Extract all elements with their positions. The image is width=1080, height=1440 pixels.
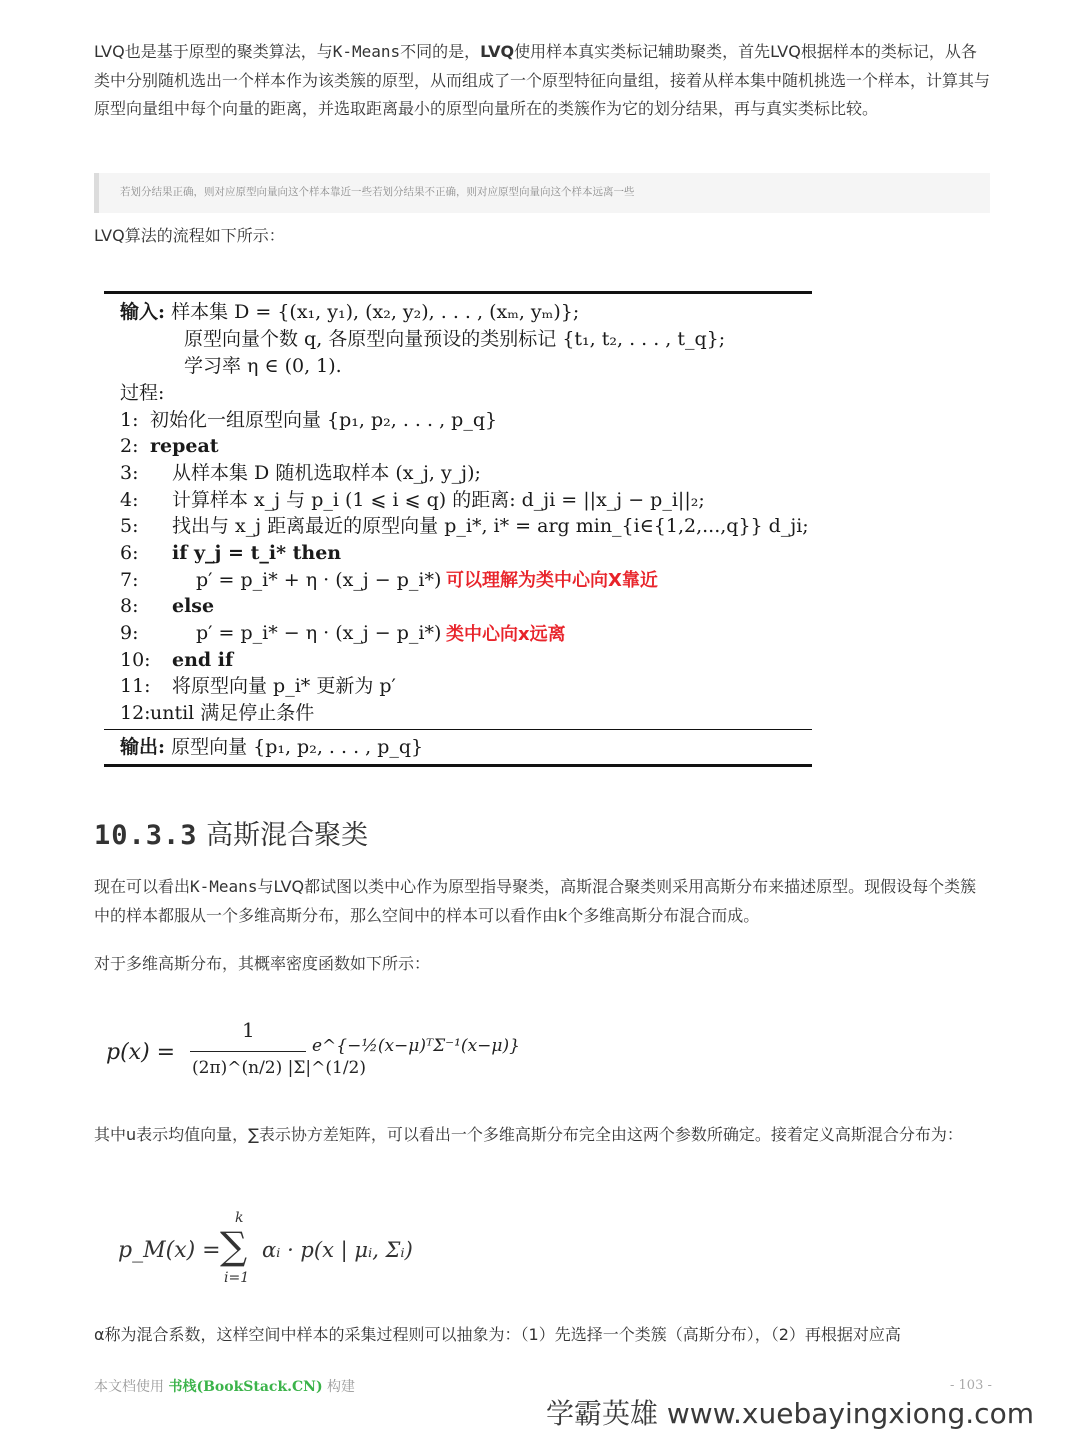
algo-step-12: 12:until 满足停止条件: [120, 702, 315, 724]
algo-process-label: 过程:: [120, 382, 165, 404]
formula2-sum-bottom: i=1: [224, 1270, 250, 1286]
algo-step-9: 9: p′ = p_i* − η · (x_j − p_i*): [120, 622, 442, 644]
formula1-lhs: p(x) =: [106, 1040, 176, 1065]
gaussian-mixture-formula: [118, 1210, 478, 1292]
algo-input-line-1: 输入: 样本集 D = {(x₁, y₁), (x₂, y₂), . . . , (xₘ, yₘ)};: [120, 301, 580, 323]
site-watermark: 学霸英雄 www.xuebayingxiong.com: [546, 1397, 1034, 1430]
gmm-intro-paragraph: 现在可以看出K-Means与LVQ都试图以类中心作为原型指导聚类，高斯混合聚类则采用高斯分布来描述原型。现假设每个类簇中的样本都服从一个多维高斯分布，那么空间中的样本可以看作由k个多维高斯分布混合而成。: [94, 877, 977, 925]
formula2-lhs: p_M(x) =: [118, 1238, 221, 1263]
sigma-symbol: ∑: [220, 1224, 248, 1268]
algo-input-line-3: 学习率 η ∈ (0, 1).: [184, 355, 342, 377]
algo-step-7: 7: p′ = p_i* + η · (x_j − p_i*): [120, 569, 442, 591]
section-heading: 10.3.3 高斯混合聚类: [94, 820, 369, 851]
algo-step-6: 6: if y_j = t_i* then: [120, 542, 342, 564]
algo-output-line: 输出: 原型向量 {p₁, p₂, . . . , p_q}: [120, 736, 424, 758]
algo-step-4: 4: 计算样本 x_j 与 p_i (1 ⩽ i ⩽ q) 的距离: d_ji = ||x_j − p_i||₂;: [120, 489, 705, 511]
formula1-denominator: (2π)^(n/2) |Σ|^(1/2): [192, 1058, 367, 1078]
formula1-exponent: e^{−½(x−μ)ᵀΣ⁻¹(x−μ)}: [312, 1036, 520, 1056]
formula1-fraction-bar: [190, 1051, 306, 1052]
algo-step-11: 11: 将原型向量 p_i* 更新为 p′: [120, 675, 396, 697]
gaussian-pdf-formula: [106, 1018, 526, 1090]
algo-step-10: 10: end if: [120, 649, 234, 671]
algo-step-8: 8: else: [120, 595, 215, 617]
blockquote-note: 若划分结果正确，则对应原型向量向这个样本靠近一些若划分结果不正确，则对应原型向量向这个样本远离一些: [94, 173, 990, 213]
lvq-algorithm-figure: [104, 291, 812, 767]
formula2-body: αᵢ · p(x | μᵢ, Σᵢ): [262, 1238, 413, 1262]
mixture-intro-paragraph: 其中u表示均值向量，∑表示协方差矩阵，可以看出一个多维高斯分布完全由这两个参数所确定。接着定义高斯混合分布为：: [94, 1125, 963, 1144]
density-intro: 对于多维高斯分布，其概率密度函数如下所示：: [94, 954, 431, 973]
algo-mid-rule: [104, 729, 812, 730]
footer-credit: 本文档使用 书栈(BookStack.CN) 构建: [94, 1379, 356, 1395]
formula2-sum-top: k: [235, 1210, 244, 1226]
mixture-coefficient-paragraph: α称为混合系数，这样空间中样本的采集过程则可以抽象为：（1）先选择一个类簇（高斯分布），（2）再根据对应高: [94, 1325, 901, 1344]
algo-step-5: 5: 找出与 x_j 距离最近的原型向量 p_i*, i* = arg min_{i∈{1,2,...,q}} d_ji;: [120, 515, 809, 537]
flow-intro: LVQ算法的流程如下所示：: [94, 226, 285, 245]
page-number: - 103 -: [950, 1378, 992, 1393]
intro-paragraph: LVQ也是基于原型的聚类算法，与K-Means不同的是，LVQ使用样本真实类标记辅助聚类，首先LVQ根据样本的类标记，从各类中分别随机选出一个样本作为该类簇的原型，从而组成了一个原型特征向量组，接着从样本集中随机挑选一个样本，计算其与原型向量组中每个向量的距离，并选取距离最小的原型向量所在的类簇作为它的划分结果，再与真实类标比较。: [94, 42, 991, 118]
formula1-numerator: 1: [242, 1018, 255, 1042]
algo-top-rule: [104, 291, 812, 294]
algo-step-2: 2: repeat: [120, 435, 219, 457]
algo-input-line-2: 原型向量个数 q, 各原型向量预设的类别标记 {t₁, t₂, . . . , t_q};: [184, 328, 726, 350]
annotation-step-7: 可以理解为类中心向X靠近: [446, 570, 658, 591]
algo-step-3: 3: 从样本集 D 随机选取样本 (x_j, y_j);: [120, 462, 481, 484]
algo-step-1: 1: 初始化一组原型向量 {p₁, p₂, . . . , p_q}: [120, 409, 498, 431]
algo-bottom-rule: [104, 764, 812, 767]
annotation-step-9: 类中心向x远离: [446, 624, 566, 645]
bookstack-link[interactable]: 书栈(BookStack.CN): [168, 1379, 323, 1395]
